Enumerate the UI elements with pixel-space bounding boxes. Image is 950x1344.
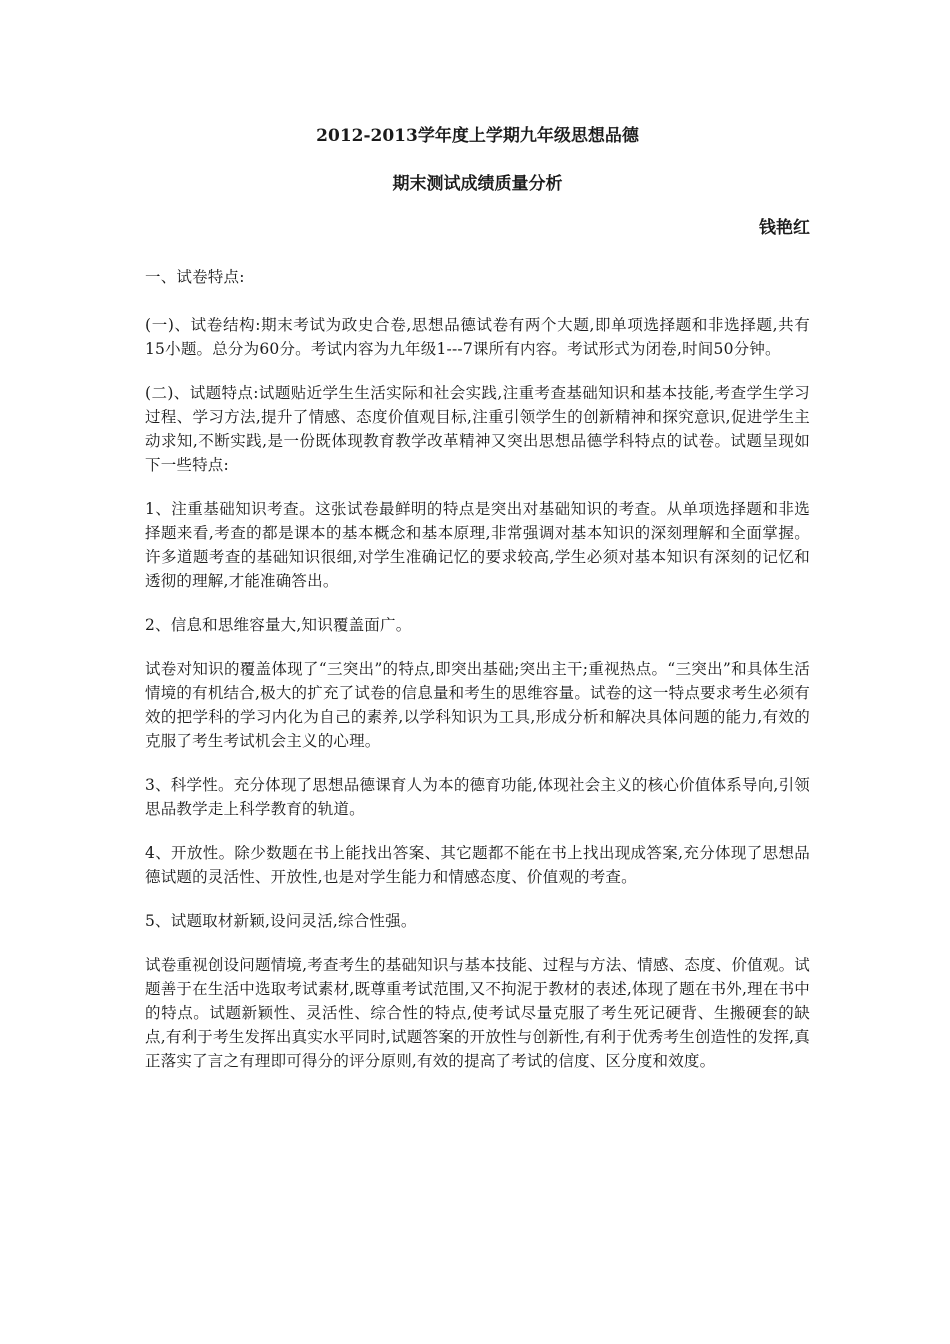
paragraph-point-2-body: 试卷对知识的覆盖体现了“三突出”的特点,即突出基础;突出主干;重视热点。“三突出”和具体生活情境的有机结合,极大的扩充了试卷的信息量和考生的思维容量。试卷的这一特点要求考生必须有效的把学科的学习内化为自己的素养,以学科知识为工具,形成分析和解决具体问题的能力,有效的克服了考生考试机会主义的心理。 <box>145 660 810 750</box>
document-author: 钱艳红 <box>759 218 810 238</box>
paragraph-point-1: 1、注重基础知识考查。这张试卷最鲜明的特点是突出对基础知识的考查。从单项选择题和非选择题来看,考查的都是课本的基本概念和基本原理,非常强调对基本知识的深刻理解和全面掌握。许多道题考查的基础知识很细,对学生准确记忆的要求较高,学生必须对基本知识有深刻的记忆和透彻的理解,才能准确答出。 <box>145 500 810 590</box>
document-title: 2012-2013学年度上学期九年级思想品德 <box>316 126 639 146</box>
document-page <box>145 122 810 1093</box>
paragraph-point-4: 4、开放性。除少数题在书上能找出答案、其它题都不能在书上找出现成答案,充分体现了思想品德试题的灵活性、开放性,也是对学生能力和情感态度、价值观的考查。 <box>145 844 810 886</box>
paragraph-question-features: (二)、试题特点:试题贴近学生生活实际和社会实践,注重考查基础知识和基本技能,考查学生学习过程、学习方法,提升了情感、态度价值观目标,注重引领学生的创新精神和探究意识,促进学生主动求知,不断实践,是一份既体现教育教学改革精神又突出思想品德学科特点的试卷。试题呈现如下一些特点: <box>145 384 810 474</box>
paragraph-point-5-body: 试卷重视创设问题情境,考查考生的基础知识与基本技能、过程与方法、情感、态度、价值观。试题善于在生活中选取考试素材,既尊重考试范围,又不拘泥于教材的表述,体现了题在书外,理在书中的特点。试题新颖性、灵活性、综合性的特点,使考试尽量克服了考生死记硬背、生搬硬套的缺点,有利于考生发挥出真实水平同时,试题答案的开放性与创新性,有利于优秀考生创造性的发挥,真正落实了言之有理即可得分的评分原则,有效的提高了考试的信度、区分度和效度。 <box>145 956 810 1070</box>
paragraph-point-3: 3、科学性。充分体现了思想品德课育人为本的德育功能,体现社会主义的核心价值体系导向,引领思品教学走上科学教育的轨道。 <box>145 776 810 818</box>
paragraph-point-2-heading: 2、信息和思维容量大,知识覆盖面广。 <box>145 616 412 634</box>
paragraph-point-5-heading: 5、试题取材新颖,设问灵活,综合性强。 <box>145 912 417 930</box>
paragraph-exam-structure: (一)、试卷结构:期末考试为政史合卷,思想品德试卷有两个大题,即单项选择题和非选择题,共有15小题。总分为60分。考试内容为九年级1---7课所有内容。考试形式为闭卷,时间50分钟。 <box>145 316 810 358</box>
section-heading-exam-features: 一、试卷特点: <box>145 268 245 286</box>
document-subtitle: 期末测试成绩质量分析 <box>392 174 563 194</box>
